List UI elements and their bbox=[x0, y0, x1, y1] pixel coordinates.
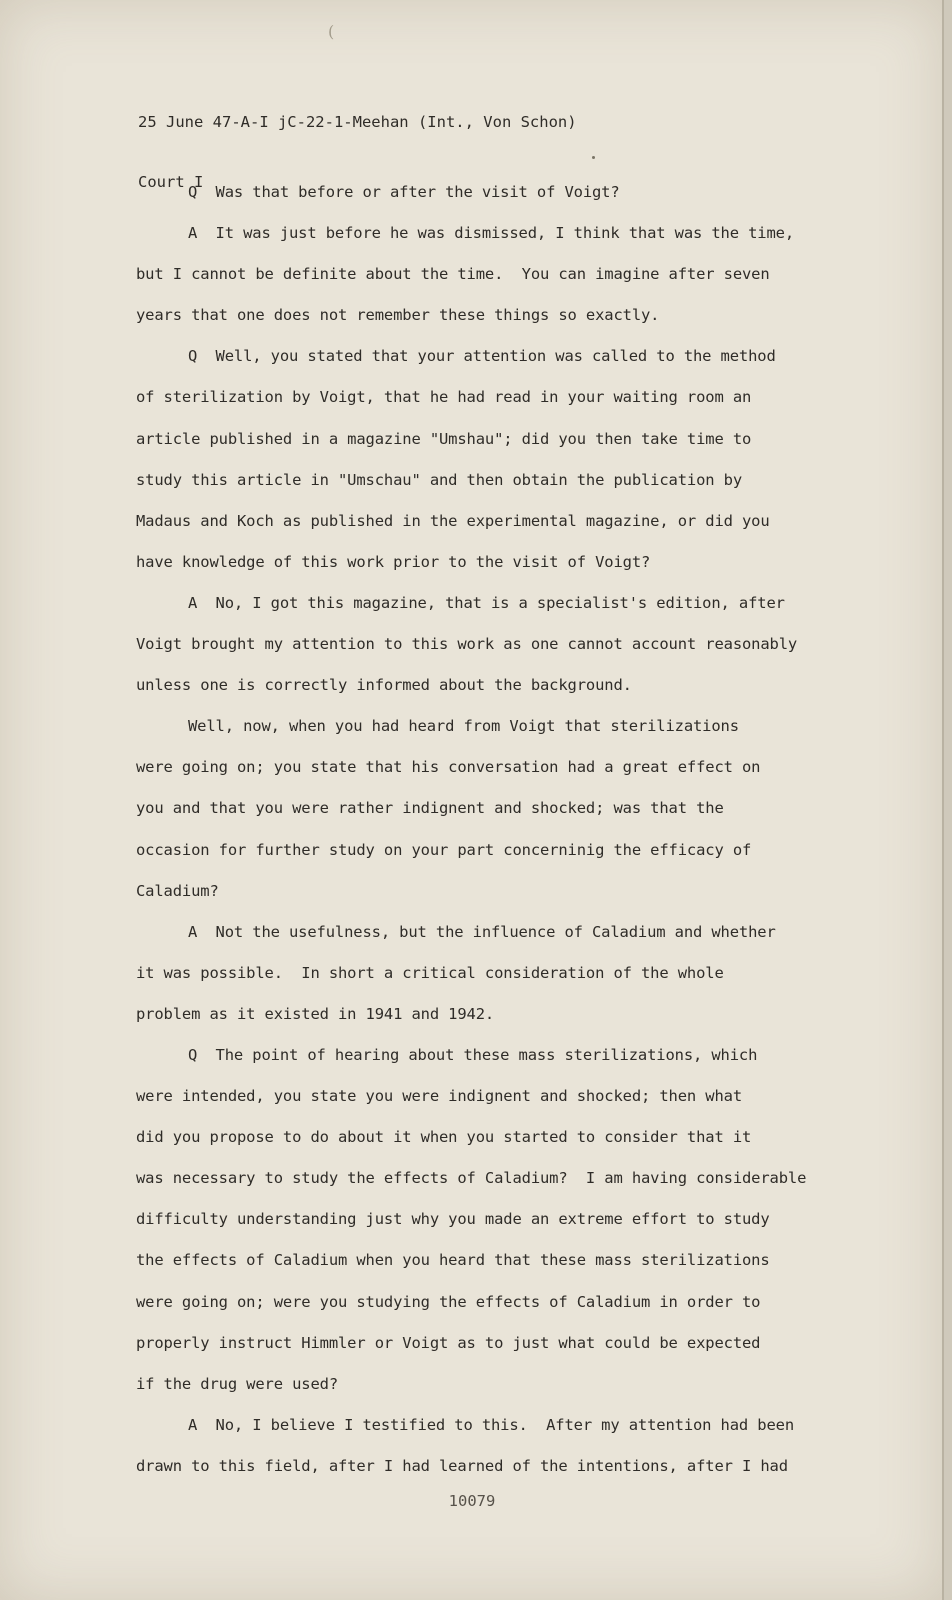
transcript-line: was necessary to study the effects of Caladium? I am having considerable bbox=[136, 1169, 807, 1188]
transcript-line: of sterilization by Voigt, that he had read in your waiting room an bbox=[136, 388, 752, 407]
transcript-line: Caladium? bbox=[136, 881, 219, 900]
transcript-line: the effects of Caladium when you heard that these mass sterilizations bbox=[136, 1251, 770, 1270]
transcript-line: but I cannot be definite about the time. You can imagine after seven bbox=[136, 265, 770, 284]
header-line-2: Court I bbox=[138, 173, 204, 191]
transcript-body bbox=[136, 172, 896, 1487]
transcript-line: Q Was that before or after the visit of Voigt? bbox=[188, 183, 620, 201]
transcript-line: A No, I believe I testified to this. After my attention had been bbox=[188, 1415, 794, 1434]
transcript-line: it was possible. In short a critical consideration of the whole bbox=[136, 963, 724, 982]
transcript-line: were going on; were you studying the effects of Caladium in order to bbox=[136, 1292, 761, 1311]
transcript-line: Well, now, when you had heard from Voigt that sterilizations bbox=[188, 717, 739, 736]
transcript-line: A No, I got this magazine, that is a specialist's edition, after bbox=[188, 593, 785, 612]
transcript-line: study this article in "Umschau" and then obtain the publication by bbox=[136, 470, 742, 489]
paper-mark: ( bbox=[328, 22, 335, 41]
transcript-line: have knowledge of this work prior to the visit of Voigt? bbox=[136, 552, 651, 571]
transcript-line: were intended, you state you were indignent and shocked; then what bbox=[136, 1087, 742, 1106]
transcript-line: difficulty understanding just why you made an extreme effort to study bbox=[136, 1210, 770, 1229]
transcript-line: were going on; you state that his conversation had a great effect on bbox=[136, 758, 761, 777]
transcript-line: Q Well, you stated that your attention was called to the method bbox=[188, 347, 776, 366]
transcript-line: drawn to this field, after I had learned of the intentions, after I had bbox=[136, 1456, 788, 1475]
transcript-line: you and that you were rather indignent and shocked; was that the bbox=[136, 799, 724, 818]
transcript-line: Voigt brought my attention to this work as one cannot account reasonably bbox=[136, 635, 798, 654]
transcript-line: properly instruct Himmler or Voigt as to just what could be expected bbox=[136, 1333, 761, 1352]
transcript-line: article published in a magazine "Umshau"; did you then take time to bbox=[136, 429, 752, 448]
transcript-line: A Not the usefulness, but the influence of Caladium and whether bbox=[188, 922, 776, 941]
header-line-1: 25 June 47-A-I jC-22-1-Meehan (Int., Von Schon) bbox=[138, 113, 577, 131]
transcript-line: years that one does not remember these things so exactly. bbox=[136, 306, 660, 325]
paper-speck bbox=[592, 156, 595, 159]
transcript-line: if the drug were used? bbox=[136, 1374, 338, 1393]
page-number: 10079 bbox=[448, 1492, 496, 1510]
transcript-line: problem as it existed in 1941 and 1942. bbox=[136, 1004, 495, 1023]
transcript-line: Q The point of hearing about these mass sterilizations, which bbox=[188, 1045, 758, 1064]
transcript-line: occasion for further study on your part concerninig the efficacy of bbox=[136, 840, 752, 859]
transcript-line: A It was just before he was dismissed, I think that was the time, bbox=[188, 224, 794, 243]
transcript-line: unless one is correctly informed about the background. bbox=[136, 676, 632, 695]
transcript-line: did you propose to do about it when you started to consider that it bbox=[136, 1128, 752, 1147]
transcript-line: Madaus and Koch as published in the experimental magazine, or did you bbox=[136, 511, 770, 530]
